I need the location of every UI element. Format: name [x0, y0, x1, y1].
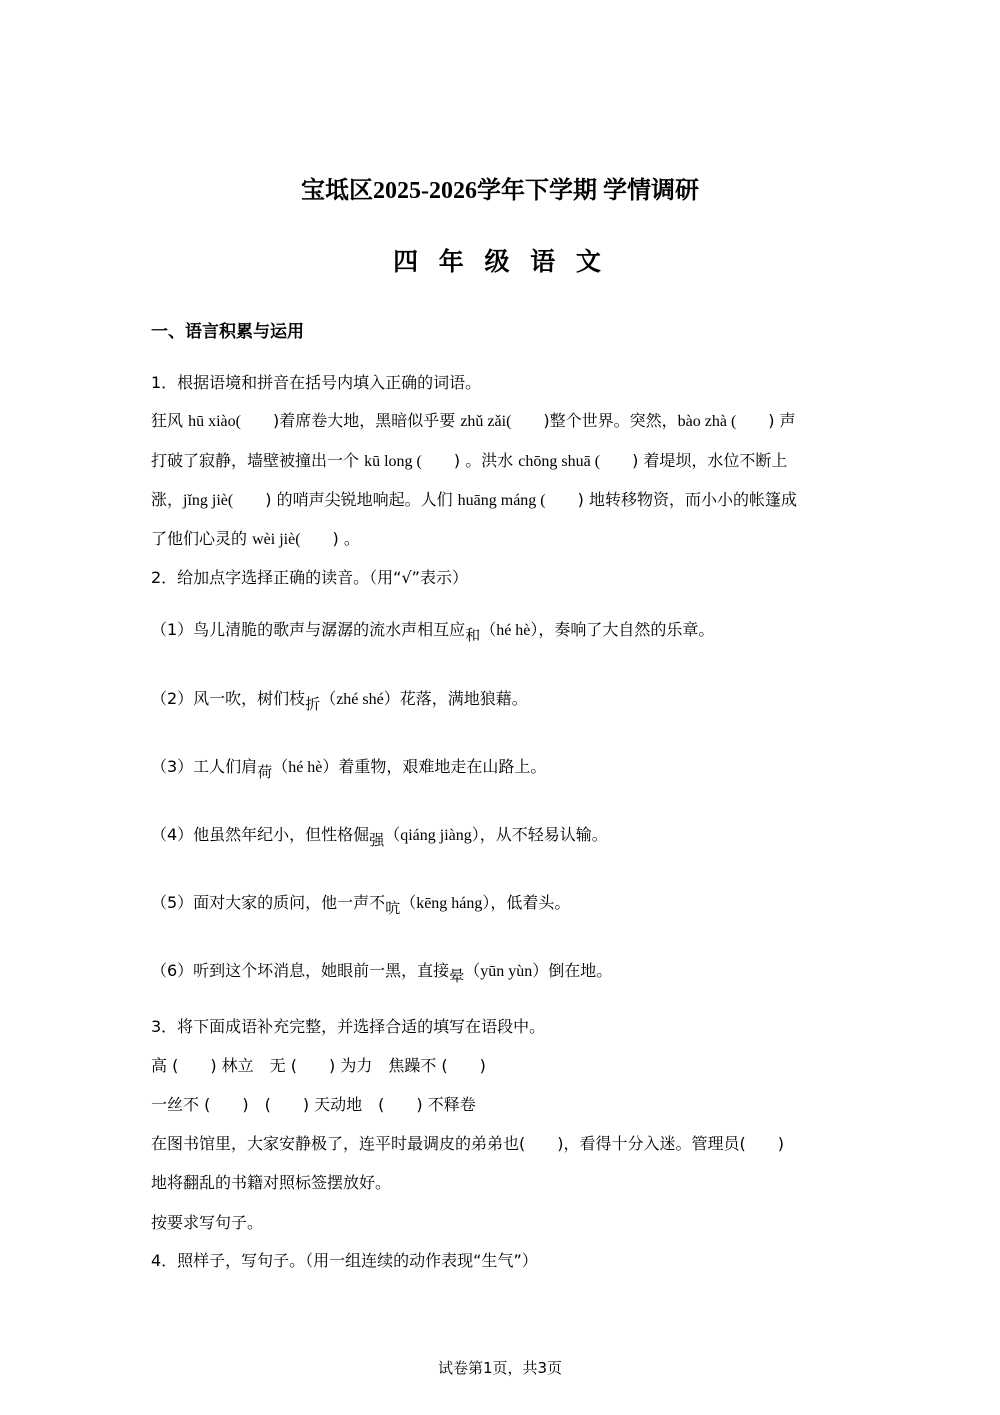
q2-item-4 — [151, 825, 608, 849]
q1-prompt: 1．根据语境和拼音在括号内填入正确的词语。 — [151, 373, 482, 392]
q3-paragraph-line-1: 在图书馆里，大家安静极了，连平时最调皮的弟弟也( )，看得十分入迷。管理员( ) — [151, 1134, 784, 1153]
q1-text: 打破了寂静，墙壁被撞出一个 — [151, 451, 365, 470]
q2-pinyin-options: （qiáng jiàng） — [384, 827, 480, 844]
q2-dotted-char: 和 — [465, 626, 481, 644]
q2-item-text: （1）鸟儿清脆的歌声与潺潺的流水声相互应 — [151, 620, 466, 639]
q1-text: ) 着堤坝，水位不断上 — [600, 451, 788, 470]
section-heading: 一、语言积累与运用 — [151, 322, 304, 342]
q1-pinyin: chōng shuā ( — [518, 453, 601, 470]
q4-intro: 按要求写句子。 — [151, 1213, 264, 1232]
exam-title: 宝坻区2025-2026学年下学期 学情调研 — [301, 178, 699, 204]
q1-text: ) 。洪水 — [421, 451, 519, 470]
q1-pinyin: wèi jiè( — [252, 531, 301, 548]
q2-dotted-char: 折 — [305, 695, 321, 713]
q2-item-text: （3）工人们肩 — [151, 757, 258, 776]
q2-item-text: （5）面对大家的质问，他一声不 — [151, 893, 386, 912]
q2-item-text: 花落，满地狼藉。 — [399, 689, 528, 708]
q2-dotted-char: 强 — [369, 831, 385, 849]
q3-paragraph-line-2: 地将翻乱的书籍对照标签摆放好。 — [151, 1173, 392, 1192]
q1-text: ) 地转移物资，而小小的帐篷成 — [545, 490, 797, 509]
q2-item-text: ，低着头。 — [490, 893, 571, 912]
q1-text: ) 的哨声尖锐地响起。人们 — [233, 490, 458, 509]
q3-prompt: 3．将下面成语补充完整，并选择合适的填写在语段中。 — [151, 1017, 546, 1036]
q2-pinyin-options: （hé hè） — [272, 759, 339, 776]
q1-text: 狂风 — [151, 411, 189, 430]
q1-text: ) 。 — [300, 529, 360, 548]
q2-item-2 — [151, 689, 528, 713]
q2-item-text: 着重物，艰难地走在山路上。 — [338, 757, 547, 776]
q2-item-text: ，奏响了大自然的乐章。 — [538, 620, 715, 639]
q1-text: 了他们心灵的 — [151, 529, 253, 548]
q1-pinyin: zhǔ zǎi( — [460, 413, 512, 430]
q2-item-text: （6）听到这个坏消息，她眼前一黑，直接 — [151, 961, 450, 980]
q2-item-1 — [151, 620, 715, 644]
q2-dotted-char: 吭 — [385, 899, 401, 917]
q2-item-6 — [151, 961, 613, 985]
q2-pinyin-options: （yūn yùn） — [464, 963, 549, 980]
page-footer: 试卷第1页，共3页 — [437, 1359, 563, 1377]
q1-text: )着席卷大地，黑暗似乎要 — [240, 411, 461, 430]
q3-idiom-row-1: 高 ( ) 林立 无 ( ) 为力 焦躁不 ( ) — [151, 1056, 486, 1075]
exam-subtitle: 四 年 级 语 文 — [393, 247, 607, 276]
q1-text: 涨， — [151, 490, 184, 509]
q1-line-4 — [151, 529, 360, 550]
q2-pinyin-options: （kēng háng） — [400, 895, 491, 912]
q3-idiom-row-2: 一丝不 ( ) ( ) 天动地 ( ) 不释卷 — [151, 1095, 476, 1114]
q2-item-text: ，从不轻易认输。 — [479, 825, 608, 844]
q4-prompt: 4．照样子，写句子。（用一组连续的动作表现“生气”） — [151, 1251, 538, 1270]
q2-prompt: 2．给加点字选择正确的读音。（用“√”表示） — [151, 568, 468, 587]
q1-pinyin: bào zhà ( — [677, 413, 737, 430]
q1-line-1 — [151, 411, 796, 432]
q1-pinyin: hū xiào( — [188, 413, 241, 430]
q2-item-text: 倒在地。 — [548, 961, 613, 980]
q2-dotted-char: 荷 — [257, 763, 273, 781]
q2-item-text: （4）他虽然年纪小，但性格倔 — [151, 825, 370, 844]
q2-item-5 — [151, 893, 571, 917]
q1-line-2 — [151, 451, 787, 472]
q2-dotted-char: 晕 — [449, 967, 465, 985]
q1-pinyin: jǐng jiè( — [183, 492, 234, 509]
q2-item-3 — [151, 757, 547, 781]
q1-pinyin: huāng máng ( — [457, 492, 546, 509]
q1-line-3 — [151, 490, 797, 511]
q1-text: ) 声 — [736, 411, 796, 430]
q1-text: )整个世界。突然， — [511, 411, 678, 430]
q2-pinyin-options: （zhé shé） — [320, 691, 400, 708]
q2-pinyin-options: （hé hè） — [480, 622, 539, 639]
q1-pinyin: kū long ( — [364, 453, 422, 470]
q2-item-text: （2）风一吹，树们枝 — [151, 689, 306, 708]
